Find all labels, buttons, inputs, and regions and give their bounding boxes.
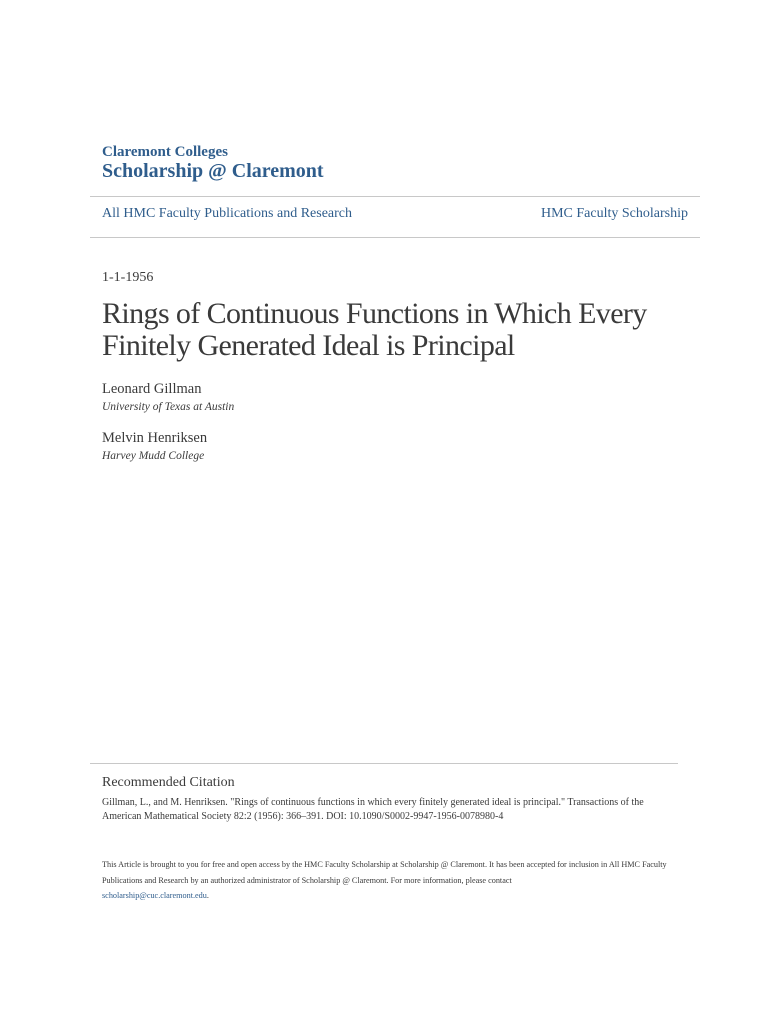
author-name: Leonard Gillman: [102, 381, 202, 397]
citation-text: Gillman, L., and M. Henriksen. "Rings of continuous functions in which every finitely generated ideal is principal." Transactions of the American Mathematical Society 82:2 (1956): 366–391. DOI: 10.1090/S0002-9947-1956-0078980-4: [102, 797, 644, 822]
collection-link[interactable]: All HMC Faculty Publications and Research: [102, 206, 353, 221]
citation-heading: Recommended Citation: [102, 775, 235, 790]
institution-name[interactable]: Claremont Colleges: [102, 144, 228, 160]
author-affiliation: University of Texas at Austin: [102, 401, 235, 413]
access-notice: [102, 857, 682, 904]
citation-divider: [90, 763, 678, 764]
nav-divider-top: [90, 196, 700, 197]
access-notice-text: This Article is brought to you for free and open access by the HMC Faculty Scholarship at Scholarship @ Claremont. It has been accepted for inclusion in All HMC Faculty Publications and Research by an authorized administrator of Scholarship @ Claremont. For more information, please contact: [102, 860, 667, 885]
contact-email-link[interactable]: scholarship@cuc.claremont.edu: [102, 891, 207, 900]
publication-date: 1-1-1956: [102, 270, 154, 285]
repository-name[interactable]: Scholarship @ Claremont: [102, 160, 324, 182]
author-affiliation: Harvey Mudd College: [102, 450, 205, 462]
nav-divider-bottom: [90, 237, 700, 238]
author-name: Melvin Henriksen: [102, 430, 208, 446]
series-link[interactable]: HMC Faculty Scholarship: [541, 206, 688, 221]
article-title: Rings of Continuous Functions in Which Every Finitely Generated Ideal is Principal: [102, 297, 647, 362]
access-notice-suffix: .: [206, 891, 209, 900]
